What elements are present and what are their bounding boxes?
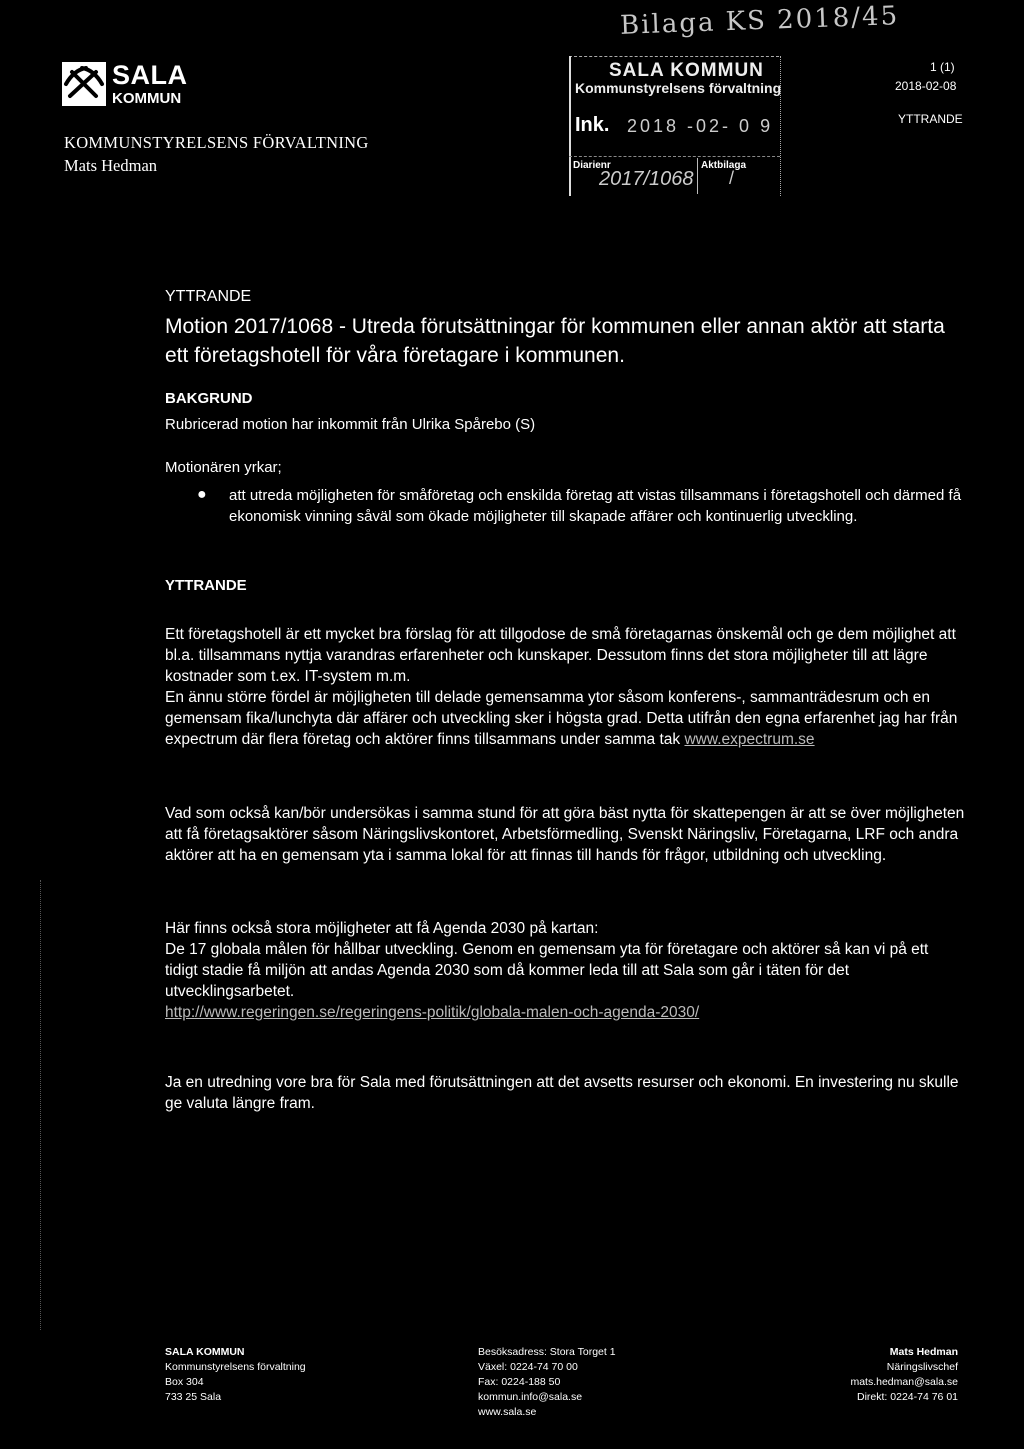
- document-title: Motion 2017/1068 - Utreda förutsättningar för kommunen eller annan aktör att starta ett företagshotell för våra företagare i kommunen.: [165, 315, 945, 367]
- footer-line: Direkt: 0224-74 76 01: [857, 1391, 958, 1403]
- paragraph-1a: Ett företagshotell är ett mycket bra förslag för att tillgodose de små företagarnas önskemål och ge dem möjlighet att bl.a. tillsammans nyttja varandras erfarenheter och kunskaper. Dessutom finns det stora möjligheter till att lägre kostnader som t.ex. IT-system m.m.: [165, 626, 956, 685]
- sala-kommun-logo: [62, 62, 188, 106]
- footer-line: Växel: 0224-74 70 00: [478, 1361, 578, 1373]
- paragraph-3a: Här finns också stora möjligheter att få Agenda 2030 på kartan:: [165, 920, 599, 937]
- footer-line: Kommunstyrelsens förvaltning: [165, 1361, 306, 1373]
- stamp-org: SALA KOMMUN: [609, 60, 764, 81]
- paragraph-3b: De 17 globala målen för hållbar utveckling. Genom en gemensam yta för företagare och aktörer så kan vi på ett tidigt stadie få miljön att andas Agenda 2030 som då kommer leda till att Sala som går i täten för det utvecklingsarbetet.: [165, 941, 929, 1000]
- stamp-aktbilaga-value: /: [729, 168, 735, 188]
- footer-line: Fax: 0224-188 50: [478, 1376, 561, 1388]
- footer-website[interactable]: www.sala.se: [478, 1406, 537, 1418]
- regeringen-link[interactable]: http://www.regeringen.se/regeringens-politik/globala-malen-och-agenda-2030/: [165, 1004, 700, 1021]
- document-date: 2018-02-08: [895, 79, 957, 93]
- logo-sub: KOMMUN: [112, 90, 182, 107]
- footer-signatory: [800, 1345, 958, 1405]
- paragraph-4: Ja en utredning vore bra för Sala med förutsättningen att det avsetts resurser och ekonomi. En investering nu skulle ge valuta längre fram.: [165, 1074, 959, 1112]
- page-number: 1 (1): [930, 60, 955, 74]
- paragraph-2: Vad som också kan/bör undersökas i samma stund för att göra bäst nytta för skattepengen är att se över möjligheten att få företagsaktörer såsom Näringslivskontoret, Arbetsförmedling, Svenskt Näringsliv, Företagarna, LRF och andra aktörer att ha en gemensam yta i samma lokal för att finnas till hands för frågor, utbildning och utveckling.: [165, 805, 965, 864]
- scan-margin-line: [40, 880, 41, 1330]
- yrkar-text: Motionären yrkar;: [165, 459, 282, 476]
- expectrum-link[interactable]: www.expectrum.se: [684, 731, 815, 748]
- received-stamp: [569, 56, 782, 196]
- bakgrund-heading: BAKGRUND: [165, 390, 253, 407]
- logo-name: SALA: [112, 60, 188, 90]
- stamp-diarie-value: 2017/1068: [599, 168, 694, 190]
- department-name: KOMMUNSTYRELSENS FÖRVALTNING: [64, 133, 369, 152]
- document-label: YTTRANDE: [165, 288, 252, 305]
- document-type: YTTRANDE: [898, 112, 963, 126]
- footer-line: Besöksadress: Stora Torget 1: [478, 1346, 616, 1358]
- paragraph-3: [165, 918, 965, 1023]
- footer-email[interactable]: kommun.info@sala.se: [478, 1391, 583, 1403]
- bullet-item: att utreda möjligheten för småföretag och enskilda företag att vistas tillsammans i företagshotell och därmed få ekonomisk vinning såväl som ökade möjligheter till skapade affärer och kontinuerlig utveckling.: [229, 487, 962, 525]
- hammer-pick-icon: [62, 62, 106, 106]
- stamp-dept: Kommunstyrelsens förvaltning: [575, 80, 782, 96]
- author-name: Mats Hedman: [64, 156, 158, 175]
- stamp-ink-date: 2018 -02- 0 9: [627, 116, 774, 136]
- footer-org: SALA KOMMUN: [165, 1346, 245, 1358]
- paragraph-1b: En ännu större fördel är möjligheten till delade gemensamma ytor såsom konferens-, sammanträdesrum och en gemensam fika/lunchyta där affärer och utveckling sker i högsta grad. Detta utifrån den egna erfarenhet jag har från expectrum där flera företag och aktörer finns tillsammans under samma tak www.expectrum.se: [165, 689, 958, 748]
- paragraph-1: [165, 624, 965, 750]
- bullet-icon: ●: [197, 486, 207, 503]
- stamp-diarie-label: Diarienr: [573, 160, 611, 171]
- footer-line: 733 25 Sala: [165, 1391, 222, 1403]
- stamp-aktbilaga-label: Aktbilaga: [701, 160, 747, 171]
- footer-contact: [478, 1345, 616, 1420]
- stamp-ink-label: Ink.: [575, 114, 610, 136]
- footer-line: Box 304: [165, 1376, 204, 1388]
- footer-email[interactable]: mats.hedman@sala.se: [850, 1376, 958, 1388]
- footer-line: Näringslivschef: [886, 1361, 958, 1373]
- footer-signatory-name: Mats Hedman: [889, 1346, 958, 1358]
- bakgrund-text: Rubricerad motion har inkommit från Ulrika Spårebo (S): [165, 416, 536, 433]
- footer-address: [165, 1345, 306, 1405]
- handwritten-annotation: Bilaga KS 2018/45: [619, 1, 900, 41]
- yttrande-heading: YTTRANDE: [165, 577, 247, 594]
